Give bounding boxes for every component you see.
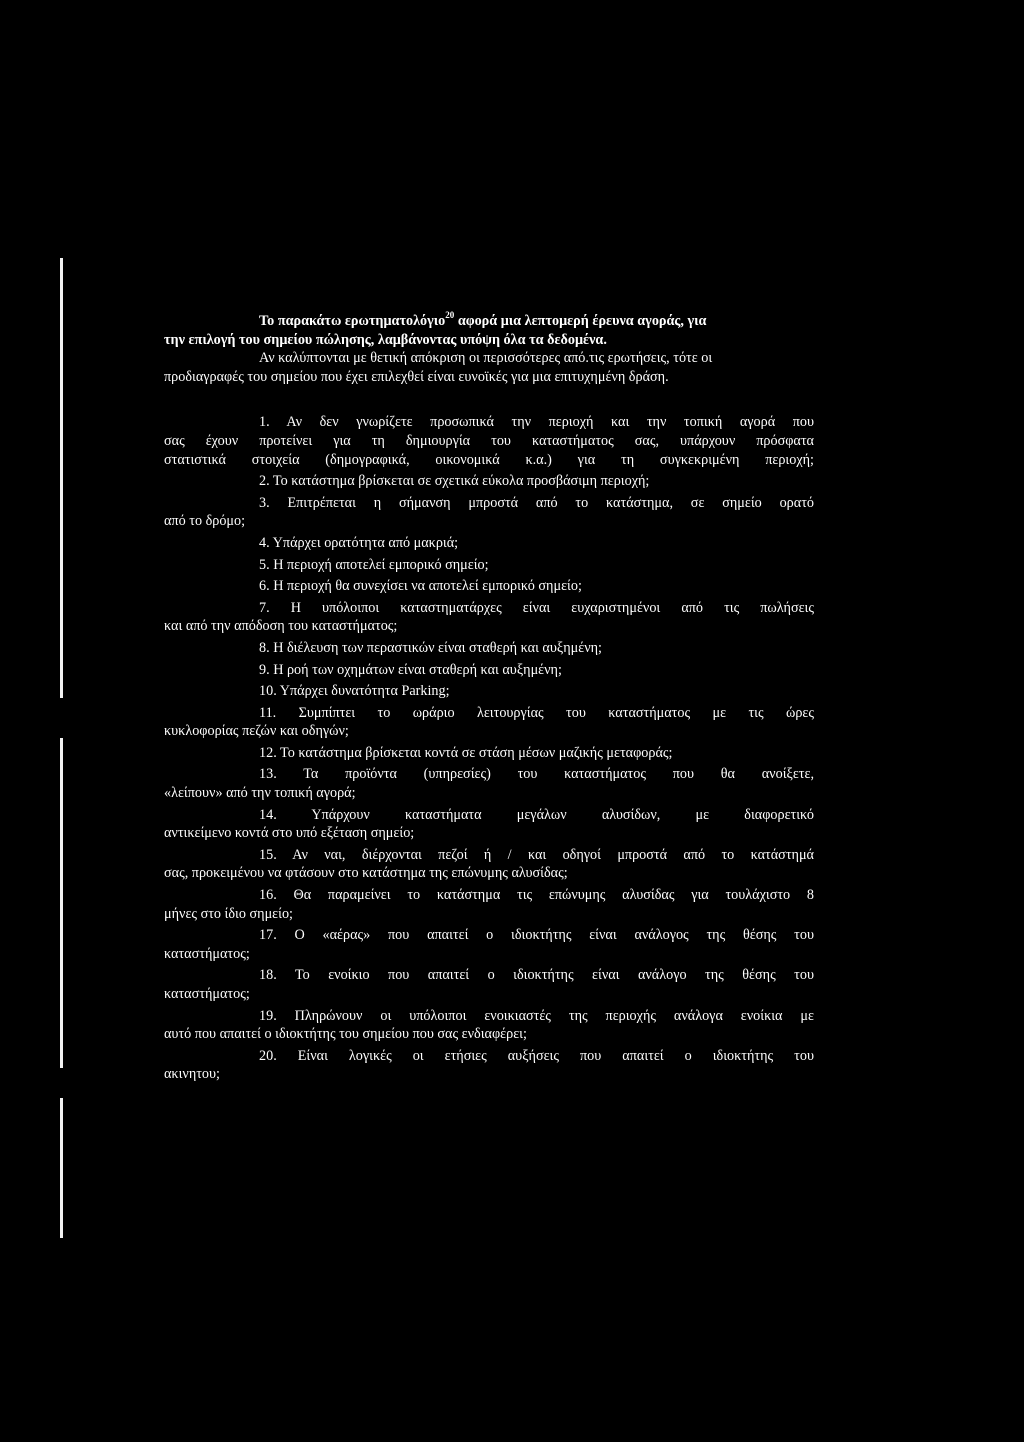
intro-line-1-tail: αφορά μια λεπτομερή έρευνα αγοράς, για	[454, 313, 707, 329]
question-1-line-3: στατιστικά στοιχεία (δημογραφικά, οικονομικά κ.α.) για τη συγκεκριμένη περιοχή;	[164, 451, 814, 468]
question-16-line-1: 16. Θα παραμείνει το κατάστημα τις επώνυμης αλυσίδας για τουλάχιστο 8	[259, 887, 814, 904]
question-11-line-1: 11. Συμπίπτει το ωράριο λειτουργίας του καταστήματος με τις ώρες	[259, 704, 814, 721]
question-14-line-2: αντικείμενο κοντά στο υπό εξέταση σημείο;	[164, 825, 415, 842]
question-10: 10. Υπάρχει δυνατότητα Parking;	[259, 683, 450, 700]
question-4: 4. Υπάρχει ορατότητα από μακριά;	[259, 534, 459, 551]
question-18-line-2: καταστήματος;	[164, 986, 250, 1002]
intro-line-1-text: Το παρακάτω ερωτηματολόγιο	[259, 313, 446, 329]
question-14-line-1: 14. Υπάρχουν καταστήματα μεγάλων αλυσίδων, με διαφορετικό	[259, 806, 814, 823]
question-11-line-2: κυκλοφορίας πεζών και οδηγών;	[164, 723, 349, 740]
question-6: 6. Η περιοχή θα συνεχίσει να αποτελεί εμπορικό σημείο;	[259, 578, 582, 595]
question-9: 9. Η ροή των οχημάτων είναι σταθερή και αυξημένη;	[259, 661, 562, 678]
question-7-line-1: 7. Η υπόλοιποι καταστηματάρχες είναι ευχαριστημένοι από τις πωλήσεις	[259, 599, 814, 616]
question-19-line-1: 19. Πληρώνουν οι υπόλοιποι ενοικιαστές της περιοχής ανάλογα ενοίκια με	[259, 1007, 814, 1024]
question-3-line-1: 3. Επιτρέπεται η σήμανση μπροστά από το κατάστημα, σε σημείο ορατό	[259, 494, 814, 511]
question-17-line-2: καταστήματος;	[164, 945, 250, 962]
question-18-line-1: 18. Το ενοίκιο που απαιτεί ο ιδιοκτήτης είναι ανάλογο της θέσης του	[259, 967, 814, 984]
intro-line-3: Αν καλύπτονται με θετική απόκριση οι περισσότερες από.τις ερωτήσεις, τότε οι	[259, 350, 713, 367]
question-13-line-1: 13. Τα προϊόντα (υπηρεσίες) του καταστήματος που θα ανοίξετε,	[259, 766, 814, 783]
intro-line-1	[164, 312, 814, 331]
question-12: 12. Το κατάστημα βρίσκεται κοντά σε στάση μέσων μαζικής μεταφοράς;	[259, 744, 673, 761]
spacer	[164, 386, 814, 413]
question-17-line-1: 17. Ο «αέρας» που απαιτεί ο ιδιοκτήτης είναι ανάλογος της θέσης του	[259, 927, 814, 944]
question-20-line-2: ακινητου;	[164, 1066, 220, 1083]
question-15-line-2: σας, προκειμένου να φτάσουν στο κατάστημα της επώνυμης αλυσίδας;	[164, 865, 568, 882]
footnote-marker: 20	[445, 310, 455, 321]
question-19-line-2: αυτό που απαιτεί ο ιδιοκτήτης του σημείου που σας ενδιαφέρει;	[164, 1026, 527, 1043]
intro-line-2: την επιλογή του σημείου πώλησης, λαμβάνοντας υπόψη όλα τα δεδομένα.	[164, 331, 607, 348]
scan-edge-line-middle	[60, 738, 63, 1068]
question-13-line-2: «λείπουν» από την τοπική αγορά;	[164, 785, 356, 802]
question-7-line-2: και από την απόδοση του καταστήματος;	[164, 618, 398, 635]
question-8: 8. Η διέλευση των περαστικών είναι σταθερή και αυξημένη;	[259, 639, 602, 656]
question-5: 5. Η περιοχή αποτελεί εμπορικό σημείο;	[259, 556, 489, 573]
intro-line-4: προδιαγραφές του σημείου που έχει επιλεχθεί είναι ευνοϊκές για μια επιτυχημένη δράση.	[164, 368, 669, 385]
question-1-line-2: σας έχουν προτείνει για τη δημιουργία του καταστήματος σας, υπάρχουν πρόσφατα	[164, 432, 814, 449]
question-2: 2. Το κατάστημα βρίσκεται σε σχετικά εύκολα προσβάσιμη περιοχή;	[259, 473, 650, 490]
question-15-line-1: 15. Αν ναι, διέρχονται πεζοί ή / και οδηγοί μπροστά από το κατάστημά	[259, 846, 814, 863]
questionnaire-document	[164, 312, 814, 1084]
question-3-line-2: από το δρόμο;	[164, 513, 246, 530]
question-1-line-1: 1. Αν δεν γνωρίζετε προσωπικά την περιοχή και την τοπική αγορά που	[259, 414, 814, 431]
question-20-line-1: 20. Είναι λογικές οι ετήσιες αυξήσεις που απαιτεί ο ιδιοκτήτης του	[259, 1047, 814, 1064]
scan-edge-line-bottom	[60, 1098, 63, 1238]
scan-edge-line-top	[60, 258, 63, 698]
question-16-line-2: μήνες στο ίδιο σημείο;	[164, 905, 293, 922]
